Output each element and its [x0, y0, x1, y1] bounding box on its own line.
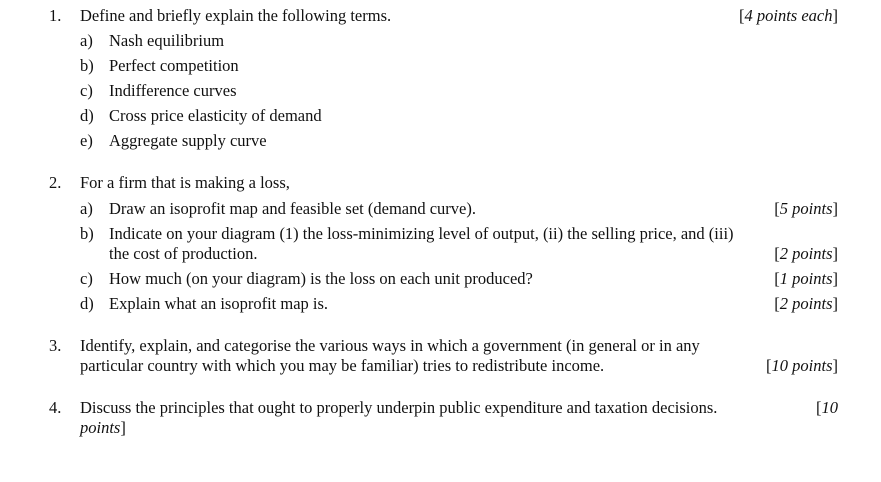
q2-item-b-text: Indicate on your diagram (1) the loss-minimizing level of output, (ii) the selling price, and (iii): [109, 224, 734, 243]
q2-item-a-text: Draw an isoprofit map and feasible set (demand curve).: [109, 199, 476, 218]
q1-item-e-text: Aggregate supply curve: [109, 131, 267, 150]
q2-item-a-label: a): [80, 199, 93, 218]
q2-item-b-label: b): [80, 224, 94, 243]
question-1-points-text: 4 points each: [744, 6, 833, 25]
q2-item-c-points-word: points: [788, 269, 833, 288]
q2-item-d-text: Explain what an isoprofit map is.: [109, 294, 329, 313]
q2-item-b-points: [2 points]: [774, 244, 838, 263]
question-3-text: Identify, explain, and categorise the various ways in which a government (in general or in any: [80, 336, 700, 355]
q2-item-c-text: How much (on your diagram) is the loss on each unit produced?: [109, 269, 533, 288]
question-4-points-open: [10: [816, 398, 838, 417]
q2-item-b-points-text: 2 points: [779, 244, 833, 263]
question-3-number: 3.: [49, 336, 62, 355]
question-4-points-num: 10: [821, 398, 838, 417]
q2-item-c-points: [1 points]: [774, 269, 838, 288]
q2-item-b-text-cont: the cost of production.: [109, 244, 258, 263]
question-3-points: [10 points]: [766, 356, 838, 375]
q2-item-d-points: [2 points]: [774, 294, 838, 313]
question-3-points-num: 10: [771, 356, 789, 375]
question-3-points-word: points: [788, 356, 833, 375]
question-1-text: Define and briefly explain the following terms.: [80, 6, 392, 25]
question-2-text: For a firm that is making a loss,: [80, 173, 290, 192]
q2-item-a-points: [5 points]: [774, 199, 838, 218]
question-1-number: 1.: [49, 6, 62, 25]
q2-item-c-points-num: 1: [779, 269, 789, 288]
question-4-text: Discuss the principles that ought to properly underpin public expenditure and taxation decisions.: [80, 398, 718, 417]
question-1-points: [4 points each]: [739, 6, 838, 25]
question-3-text-cont: particular country with which you may be familiar) tries to redistribute income.: [80, 356, 605, 375]
q1-item-c-label: c): [80, 81, 93, 100]
q1-item-c-text: Indifference curves: [109, 81, 237, 100]
question-4-points-word: points: [80, 418, 121, 437]
q1-item-b-text: Perfect competition: [109, 56, 239, 75]
question-2-number: 2.: [49, 173, 62, 192]
question-4-number: 4.: [49, 398, 62, 417]
q1-item-a-text: Nash equilibrium: [109, 31, 225, 50]
q1-item-d-label: d): [80, 106, 94, 125]
q1-item-d-text: Cross price elasticity of demand: [109, 106, 322, 125]
q2-item-d-points-text: 2 points: [779, 294, 833, 313]
q2-item-d-label: d): [80, 294, 94, 313]
q1-item-b-label: b): [80, 56, 94, 75]
q2-item-a-points-text: 5 points: [779, 199, 833, 218]
q1-item-e-label: e): [80, 131, 93, 150]
q2-item-c-label: c): [80, 269, 93, 288]
q1-item-a-label: a): [80, 31, 93, 50]
question-4-points-close: points]: [80, 418, 126, 437]
